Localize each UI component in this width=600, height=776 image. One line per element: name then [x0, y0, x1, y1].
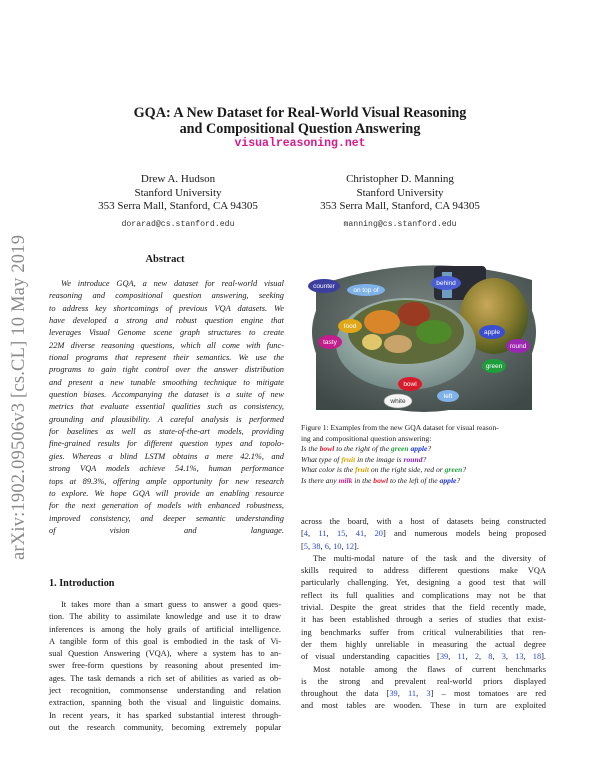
label-on-top-of: on top of — [353, 287, 379, 294]
label-round: round — [509, 343, 527, 350]
right-col-line: trivial. Despite the great strides that the field recently made, — [301, 603, 546, 613]
author-address: 353 Serra Mall, Stanford, CA 94305 — [320, 200, 480, 212]
intro-line: swer free-form questions by reasoning about presented im- — [49, 661, 281, 671]
abstract-line: gies. Whereas a blind LSTM obtains a mere 42.1%, and — [49, 451, 284, 461]
abstract-line: programs to gain tight control over the answer distribution — [49, 365, 284, 375]
figure-1-image — [306, 250, 542, 416]
abstract-heading: Abstract — [145, 254, 185, 265]
label-counter: counter — [313, 283, 335, 290]
figure-caption — [301, 423, 547, 487]
abstract-line: to explore. We hope GQA will provide an enabling resource — [49, 488, 284, 498]
author-name: Christopher D. Manning — [346, 173, 454, 185]
right-col-line: particularly challenging. Yet, designing a good test that will — [301, 578, 546, 588]
caption-line-2: ing and compositional question answering: — [301, 433, 432, 443]
right-col-line: ing benchmarks suffer from critical vulnerabilities that ren- — [301, 627, 546, 637]
abstract-line: tional programs that represent their semantics. We use the — [49, 353, 284, 363]
abstract-line: to address key shortcomings of previous VQA datasets. We — [49, 303, 284, 313]
intro-line: ject recognition, commonsense understanding and relation — [49, 686, 281, 696]
caption-question-2: What type of fruit in the image is round? — [301, 454, 427, 464]
intro-line: extraction, spanning both the visual and linguistic domains. — [49, 698, 281, 708]
abstract-line: leverages Visual Genome scene graph structures to create — [49, 328, 284, 338]
abstract-line: question biases. Accompanying the dataset is a suite of new — [49, 390, 284, 400]
intro-heading: 1. Introduction — [49, 578, 115, 589]
abstract-line: reasoning and compositional question answering, seeking — [49, 291, 284, 301]
abstract-line: have developed a strong and robust question engine that — [49, 316, 284, 326]
caption-question-3: What color is the fruit on the right side, red or green? — [301, 465, 467, 475]
label-apple: apple — [484, 329, 500, 336]
label-white: white — [390, 398, 406, 405]
intro-line: out the research community, becoming extremely popular — [49, 722, 281, 732]
caption-question-1: Is the bowl to the right of the green apple? — [301, 444, 432, 454]
abstract-line: of vision and language. — [49, 525, 284, 535]
abstract-body — [49, 278, 284, 537]
label-left: left — [443, 393, 453, 400]
intro-line: sual Question Answering (VQA), where a system has to an- — [49, 649, 281, 659]
author-block-2 — [300, 173, 500, 231]
intro-line: It takes more than a smart guess to answer a good ques- — [61, 600, 281, 609]
right-col-line: reflect its full qualities and complications may not be that — [301, 590, 546, 600]
label-behind: behind — [436, 280, 456, 287]
right-col-line: The multi-modal nature of the task and the diversity of — [313, 553, 546, 563]
project-url[interactable]: visualreasoning.net — [234, 137, 366, 150]
abstract-line: tops at 89.3%, offering ample opportunity for new research — [49, 476, 284, 486]
abstract-line: We introduce GQA, a new dataset for real-world visual — [61, 279, 284, 288]
right-col-line: is the strong and prevalent real-world priors displayed — [301, 676, 546, 686]
right-col-line: across the board, with a host of datasets being constructed — [301, 517, 546, 526]
abstract-line: strong VQA models achieve 54.1%, human performance — [49, 464, 284, 474]
abstract-line: 22M diverse reasoning questions, which all come with func- — [49, 340, 284, 350]
intro-body — [49, 599, 281, 734]
caption-question-4: Is there any milk in the bowl to the left of the apple? — [301, 475, 461, 485]
label-food: food — [343, 323, 357, 330]
right-col-line: [5, 38, 6, 10, 12]. — [301, 541, 359, 551]
intro-line: ages. The task demands a rich set of abilities as varied as ob- — [49, 673, 281, 683]
right-col-line: and most tables are wooden. These in turn are exploited — [301, 701, 546, 711]
author-email[interactable]: manning@cs.stanford.edu — [343, 219, 457, 229]
author-address: 353 Serra Mall, Stanford, CA 94305 — [98, 200, 258, 212]
intro-line: tion. The ability to assimilate knowledge and use it to draw — [49, 612, 281, 622]
abstract-line: fine-grained results for different question types and topolo- — [49, 439, 284, 449]
abstract-line: improved consistency, and deeper semantic understanding — [49, 513, 284, 523]
paper-title-line2: and Compositional Question Answering — [179, 121, 421, 137]
caption-line-1: Figure 1: Examples from the new GQA dataset for visual reason- — [301, 423, 499, 432]
paper-title-line1: GQA: A New Dataset for Real-World Visual Reasoning — [133, 105, 467, 121]
label-bowl: bowl — [403, 381, 417, 388]
label-tasty: tasty — [323, 339, 337, 346]
abstract-line: and present a new tunable smoothing technique to mitigate — [49, 377, 284, 387]
right-col-line: der them highly unreliable in measuring the actual degree — [301, 639, 546, 649]
intro-line: A tangible form of this goal is embodied in the task of Vi- — [49, 636, 281, 646]
abstract-line: for the next generation of models with enhanced robustness, — [49, 501, 284, 511]
author-name: Drew A. Hudson — [140, 173, 216, 185]
abstract-line: metrics that evaluate essential qualities such as consistency, — [49, 402, 284, 412]
right-col-line: Most notable among the flaws of current benchmarks — [313, 664, 546, 674]
right-col-line: throughout the data [39, 11, 3] – most tomatoes are red — [301, 689, 547, 699]
author-affiliation: Stanford University — [356, 186, 444, 199]
right-col-line: skills required to address different questions make VQA — [301, 566, 546, 576]
author-block-1 — [88, 173, 268, 231]
abstract-line: grounding and plausibility. A careful analysis is performed — [49, 414, 284, 424]
figure-1 — [306, 250, 542, 416]
right-col-line: [4, 11, 15, 41, 20] and numerous models being proposed — [301, 529, 547, 539]
right-col-line: it has been established through a series of studies that exist- — [301, 615, 546, 625]
intro-line: In recent years, it has sparked substantial interest through- — [49, 710, 281, 720]
author-affiliation: Stanford University — [134, 186, 222, 199]
right-column-body — [301, 516, 546, 713]
right-col-line: of visual understanding capacities [39, 11, 2, 8, 3, 13, 18]. — [301, 652, 547, 662]
intro-line: inferences is among the holy grails of artificial intelligence. — [49, 624, 281, 634]
author-email[interactable]: dorarad@cs.stanford.edu — [121, 219, 235, 229]
arxiv-stamp: arXiv:1902.09506v3 [cs.CL] 10 May 2019 — [9, 234, 29, 560]
abstract-line: for baselines as well as state-of-the-art models, providing — [49, 427, 284, 437]
label-green: green — [485, 363, 503, 370]
